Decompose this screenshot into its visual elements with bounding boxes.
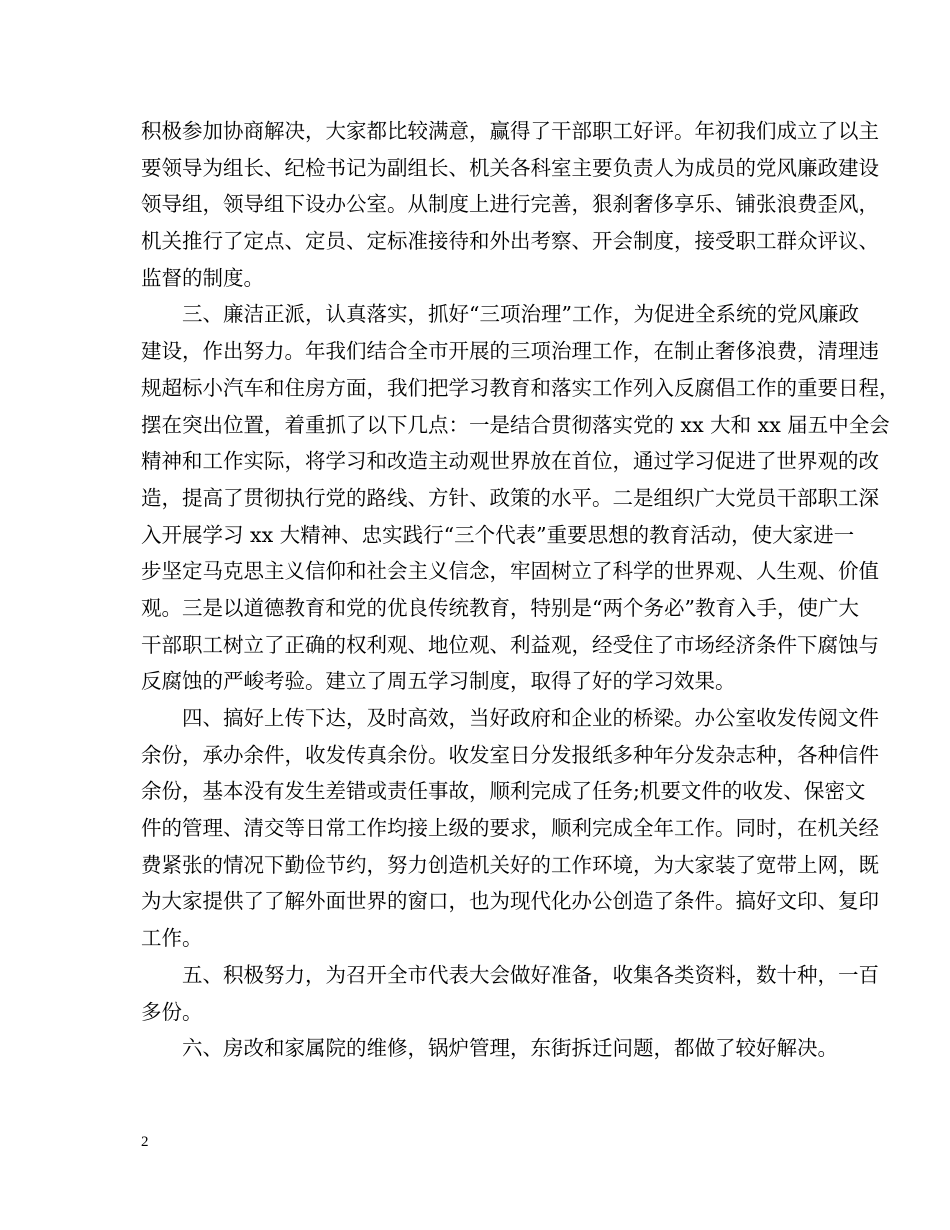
text-line: 余份，基本没有发生差错或责任事故，顺利完成了任务;机要文件的收发、保密文 — [141, 779, 866, 804]
text-line: 件的管理、清交等日常工作均接上级的要求，顺利完成全年工作。同时，在机关经 — [141, 816, 879, 841]
paragraph-start-line: 五、积极努力，为召开全市代表大会做好准备，收集各类资料，数十种，一百 — [182, 962, 879, 987]
text-line: 费紧张的情况下勤俭节约，努力创造机关好的工作环境，为大家装了宽带上网，既 — [141, 852, 879, 877]
page-number: 2 — [141, 1134, 149, 1150]
text-line: 观。三是以道德教育和党的优良传统教育，特别是“两个务必”教育入手，使广大 — [141, 595, 859, 620]
text-line: 步坚定马克思主义信仰和社会主义信念，牢固树立了科学的世界观、人生观、价值 — [141, 559, 879, 584]
text-line: 多份。 — [141, 999, 203, 1024]
paragraph-start-line: 三、廉洁正派，认真落实，抓好“三项治理”工作，为促进全系统的党风廉政 — [182, 302, 859, 327]
text-line: 余份，承办余件，收发传真余份。收发室日分发报纸多种年分发杂志种，各种信件 — [141, 742, 879, 767]
text-line: 精神和工作实际，将学习和改造主动观世界放在首位，通过学习促进了世界观的改 — [141, 449, 879, 474]
text-line: 干部职工树立了正确的权利观、地位观、利益观，经受住了市场经济条件下腐蚀与 — [141, 632, 879, 657]
paragraph-start-line: 四、搞好上传下达，及时高效，当好政府和企业的桥梁。办公室收发传阅文件 — [182, 706, 879, 730]
text-line: 积极参加协商解决，大家都比较满意，赢得了干部职工好评。年初我们成立了以主 — [141, 119, 879, 143]
text-line: 监督的制度。 — [141, 265, 264, 290]
text-line: 工作。 — [141, 926, 203, 951]
text-line: 入开展学习 xx 大精神、忠实践行“三个代表”重要思想的教育活动，使大家进一 — [141, 522, 855, 547]
text-line: 规超标小汽车和住房方面，我们把学习教育和落实工作列入反腐倡工作的重要日程， — [141, 375, 900, 400]
document-body — [141, 113, 900, 1067]
text-line: 造，提高了贯彻执行党的路线、方针、政策的水平。二是组织广大党员干部职工深 — [141, 485, 879, 510]
text-line: 反腐蚀的严峻考验。建立了周五学习制度，取得了好的学习效果。 — [141, 669, 736, 694]
text-line: 要领导为组长、纪检书记为副组长、机关各科室主要负责人为成员的党风廉政建设 — [141, 155, 879, 180]
text-line: 为大家提供了了解外面世界的窗口，也为现代化办公创造了条件。搞好文印、复印 — [141, 889, 879, 914]
paragraph-start-line: 六、房改和家属院的维修，锅炉管理，东街拆迁问题，都做了较好解决。 — [182, 1036, 838, 1061]
text-line: 摆在突出位置，着重抓了以下几点：一是结合贯彻落实党的 xx 大和 xx 届五中全会 — [141, 412, 890, 437]
text-line: 建设，作出努力。年我们结合全市开展的三项治理工作，在制止奢侈浪费，清理违 — [141, 339, 879, 364]
text-line: 领导组，领导组下设办公室。从制度上进行完善，狠刹奢侈享乐、铺张浪费歪风， — [141, 192, 879, 217]
text-line: 机关推行了定点、定员、定标准接待和外出考察、开会制度，接受职工群众评议、 — [141, 229, 879, 254]
